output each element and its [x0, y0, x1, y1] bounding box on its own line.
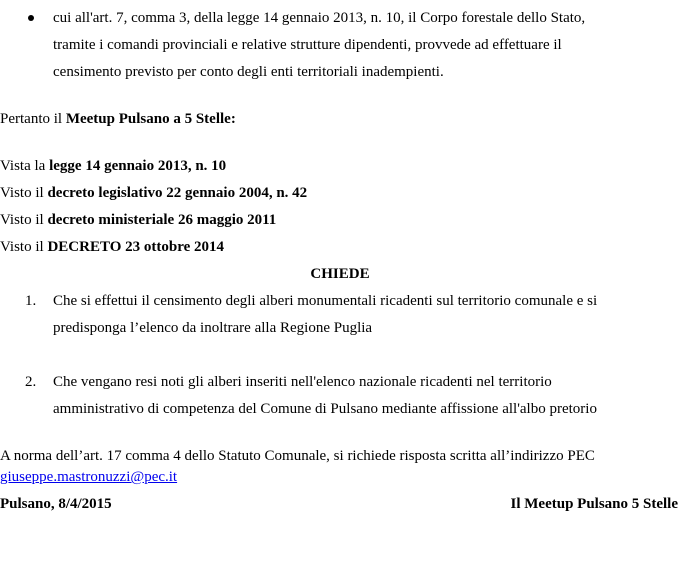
- visto-line-1: Vista la legge 14 gennaio 2013, n. 10: [0, 158, 227, 174]
- request-2-line-2: amministrativo di competenza del Comune di Pulsano mediante affissione all'albo pretorio: [53, 401, 597, 417]
- request-number-2: 2.: [25, 374, 37, 390]
- bullet-line-2: tramite i comandi provinciali e relative strutture dipendenti, provvede ad effettuare il: [53, 37, 562, 53]
- closing-text: A norma dell’art. 17 comma 4 dello Statuto Comunale, si richiede risposta scritta all’indirizzo PEC: [0, 448, 595, 464]
- bullet-line-3: censimento previsto per conto degli enti territoriali inadempienti.: [53, 64, 444, 80]
- chiede-heading: CHIEDE: [310, 266, 370, 282]
- request-1-line-2: predisponga l’elenco da inoltrare alla Regione Puglia: [53, 320, 373, 336]
- pec-email-line: [0, 468, 177, 486]
- request-1-line-1: Che si effettui il censimento degli alberi monumentali ricadenti sul territorio comunale e si: [53, 293, 598, 309]
- request-2-line-1: Che vengano resi noti gli alberi inseriti nell'elenco nazionale ricadenti nel territorio: [53, 374, 552, 390]
- visto-line-2: Visto il decreto legislativo 22 gennaio 2004, n. 42: [0, 185, 308, 201]
- place-date: Pulsano, 8/4/2015: [0, 496, 112, 512]
- request-number-1: 1.: [25, 293, 37, 309]
- visto-line-3: Visto il decreto ministeriale 26 maggio 2011: [0, 212, 277, 228]
- bullet-icon: [28, 15, 34, 21]
- signature: Il Meetup Pulsano 5 Stelle: [510, 496, 678, 512]
- visto-line-4: Visto il DECRETO 23 ottobre 2014: [0, 239, 224, 255]
- pertanto-line: Pertanto il Meetup Pulsano a 5 Stelle:: [0, 111, 236, 127]
- bullet-line-1: cui all'art. 7, comma 3, della legge 14 gennaio 2013, n. 10, il Corpo forestale dello Stato,: [53, 10, 586, 26]
- pec-email-link[interactable]: giuseppe.mastronuzzi@pec.it: [0, 469, 178, 485]
